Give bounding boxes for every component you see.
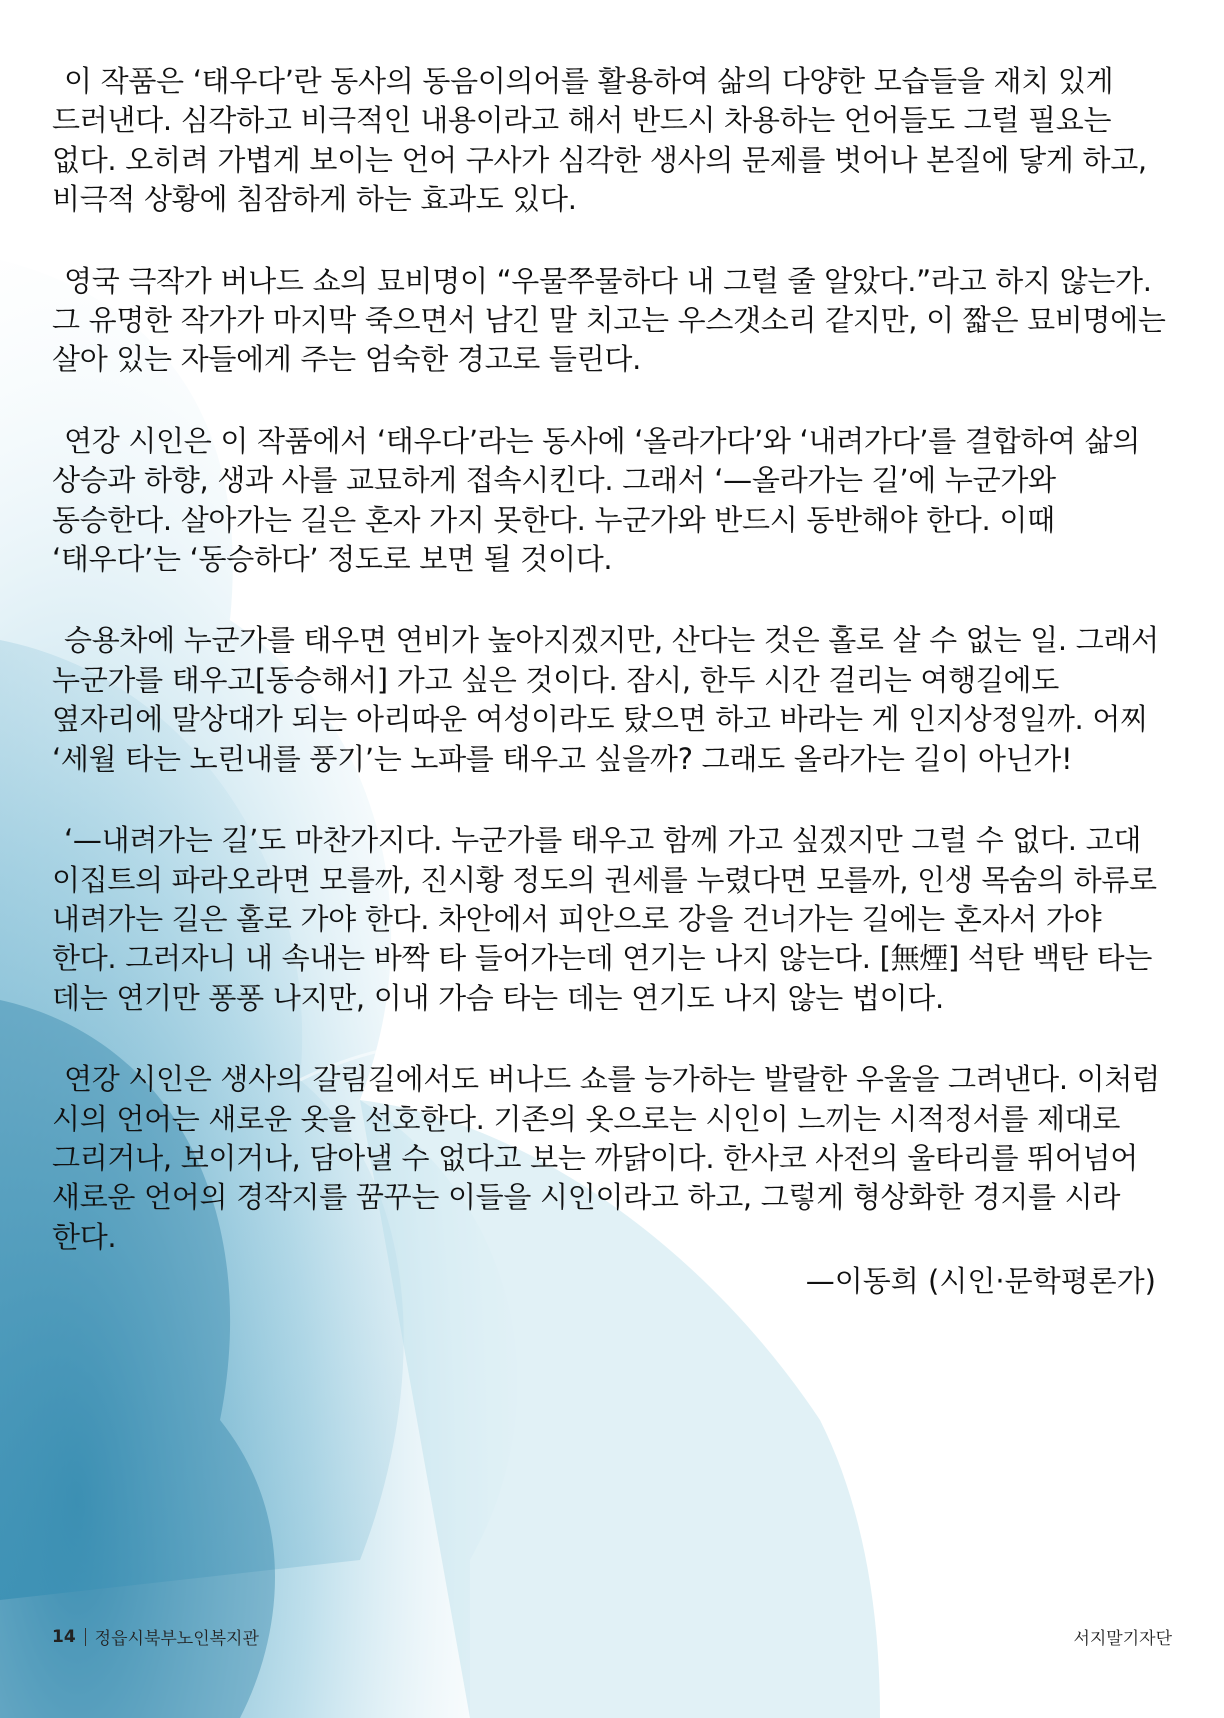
article-paragraph-5: ‘—내려가는 길’도 마찬가지다. 누군가를 태우고 함께 가고 싶겠지만 그럴 수 없다. 고대 이집트의 파라오라면 모를까, 진시황 정도의 권세를 누렸다면 모를까, 인생 목숨의 하류로 내려가는 길은 홀로 가야 한다. 차안에서 피안으로 강을 건너가는 길에는 혼자서 가야 한다. 그러자니 내 속내는 바짝 타 들어가는데 연기는 나지 않는다. [無煙] 석탄 백탄 타는 데는 연기만 퐁퐁 나지만, 이내 가슴 타는 데는 연기도 나지 않는 법이다.: [52, 823, 1157, 1015]
organization-name: 정읍시북부노인복지관: [94, 1629, 259, 1649]
article-paragraph-2: 영국 극작가 버나드 쇼의 묘비명이 “우물쭈물하다 내 그럴 줄 알았다.”라고 하지 않는가. 그 유명한 작가가 마지막 죽으면서 남긴 말 치고는 우스갯소리 같지만, 이 짧은 묘비명에는 살아 있는 자들에게 주는 엄숙한 경고로 들린다.: [52, 263, 1166, 377]
publication-name: 서지말기자단: [1073, 1629, 1172, 1649]
page-footer: [52, 1624, 1172, 1649]
article-paragraph-4: 승용차에 누군가를 태우면 연비가 높아지겠지만, 산다는 것은 홀로 살 수 없는 일. 그래서 누군가를 태우고[동승해서] 가고 싶은 것이다. 잠시, 한두 시간 걸리는 여행길에도 옆자리에 말상대가 되는 아리따운 여성이라도 탔으면 하고 바라는 게 인지상정일까. 어찌 ‘세월 타는 노린내를 풍기’는 노파를 태우고 싶을까? 그래도 올라가는 길이 아닌가!: [52, 623, 1159, 776]
page-number: 14: [52, 1626, 76, 1647]
footer-left: [52, 1624, 259, 1649]
footer-divider: [85, 1628, 86, 1646]
article-paragraph-3: 연강 시인은 이 작품에서 ‘태우다’라는 동사에 ‘올라가다’와 ‘내려가다’를 결합하여 삶의 상승과 하향, 생과 사를 교묘하게 접속시킨다. 그래서 ‘—올라가는 길’에 누군가와 동승한다. 살아가는 길은 혼자 가지 못한다. 누군가와 반드시 동반해야 한다. 이때 ‘태우다’는 ‘동승하다’ 정도로 보면 될 것이다.: [52, 423, 1141, 577]
article-paragraph-6: 연강 시인은 생사의 갈림길에서도 버나드 쇼를 능가하는 발랄한 우울을 그려낸다. 이처럼 시의 언어는 새로운 옷을 선호한다. 기존의 옷으로는 시인이 느끼는 시적정서를 제대로 그리거나, 보이거나, 담아낼 수 없다고 보는 까닭이다. 한사코 사전의 울타리를 뛰어넘어 새로운 언어의 경작지를 꿈꾸는 이들을 시인이라고 하고, 그렇게 형상화한 경지를 시라 한다.: [52, 1062, 1160, 1254]
article-paragraph-1: 이 작품은 ‘태우다’란 동사의 동음이의어를 활용하여 삶의 다양한 모습들을 재치 있게 드러낸다. 심각하고 비극적인 내용이라고 해서 반드시 차용하는 언어들도 그럴 필요는 없다. 오히려 가볍게 보이는 언어 구사가 심각한 생사의 문제를 벗어나 본질에 닿게 하고, 비극적 상황에 침잠하게 하는 효과도 있다.: [52, 64, 1147, 217]
author-signature: —이동희 (시인·문학평론가): [805, 1264, 1156, 1299]
article-body: [52, 62, 1172, 1301]
